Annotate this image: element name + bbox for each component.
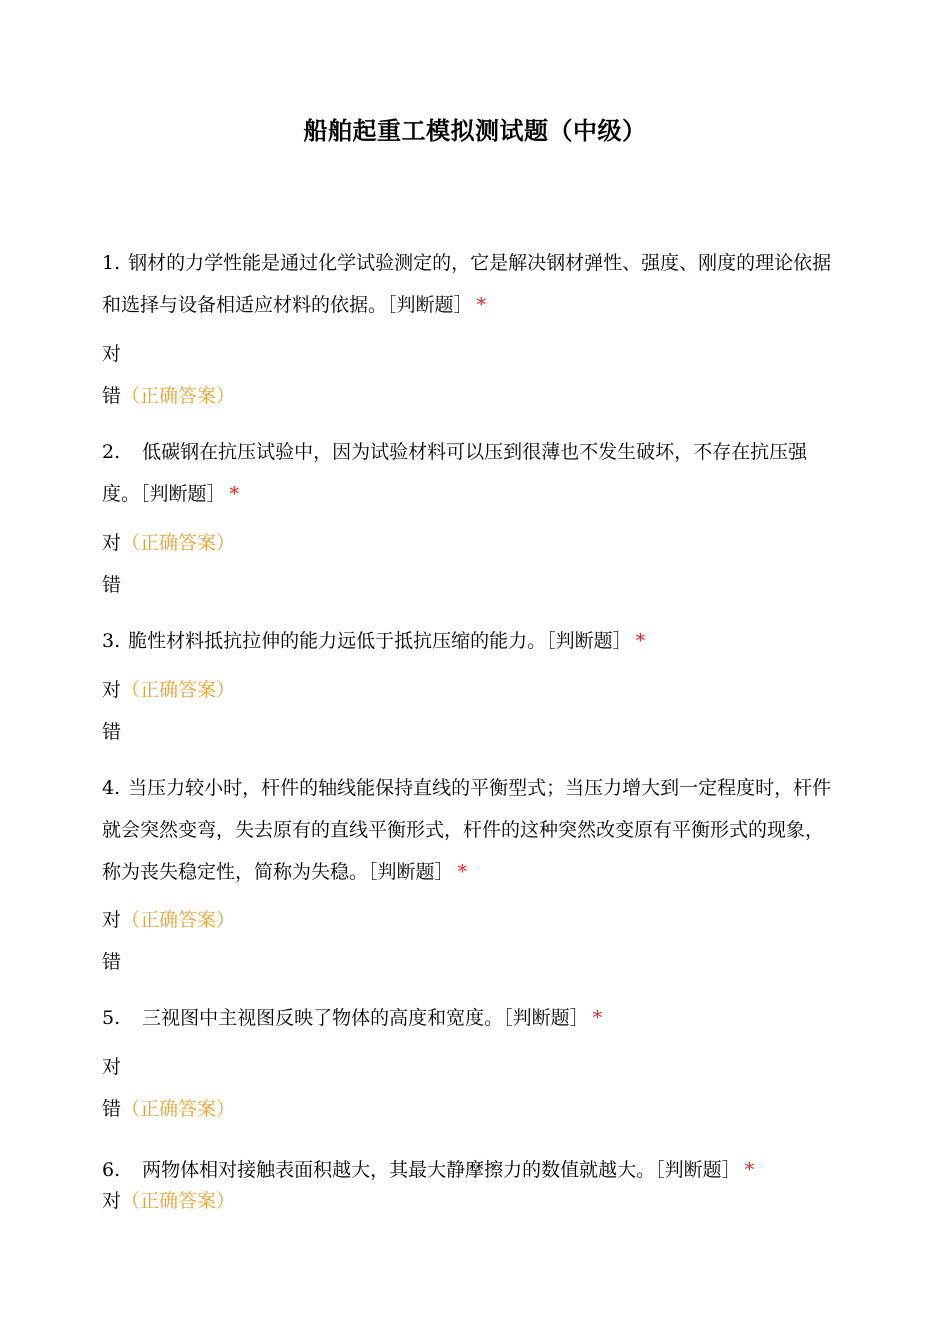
question-number: 6.: [102, 1159, 121, 1181]
option-false[interactable]: [102, 381, 235, 411]
question-text: 脆性材料抵抗拉伸的能力远低于抵抗压缩的能力。: [128, 630, 547, 652]
question-5: [102, 997, 842, 1039]
option-label: 错: [102, 385, 122, 407]
question-type-tag: ［判断题］: [655, 1159, 741, 1181]
question-text: 三视图中主视图反映了物体的高度和宽度。: [142, 1007, 504, 1029]
question-4: [102, 767, 842, 893]
required-mark: *: [744, 1159, 755, 1181]
correct-answer-note: （正确答案）: [121, 1098, 236, 1120]
document-title: 船舶起重工模拟测试题（中级）: [303, 117, 647, 145]
question-2: [102, 431, 842, 515]
option-label: 错: [102, 574, 122, 596]
question-number: 5.: [102, 1007, 121, 1029]
option-false[interactable]: [102, 570, 121, 600]
option-true[interactable]: [102, 528, 235, 558]
required-mark: *: [476, 294, 487, 316]
question-number: 4.: [102, 777, 121, 799]
option-label: 错: [102, 721, 122, 743]
question-type-tag: ［判断题］: [503, 1007, 589, 1029]
option-label: 对: [102, 1056, 122, 1078]
question-1: [102, 242, 842, 326]
question-text: 当压力较小时，杆件的轴线能保持直线的平衡型式；当压力增大到一定程度时，杆件就会突然变弯，失去原有的直线平衡形式，杆件的这种突然改变原有平衡形式的现象，称为丧失稳定性，简称为失稳。: [102, 777, 832, 883]
question-type-tag: ［判断题］: [140, 483, 226, 505]
option-label: 对: [102, 909, 122, 931]
question-text: 低碳钢在抗压试验中，因为试验材料可以压到很薄也不发生破坏，不存在抗压强度。: [102, 441, 808, 505]
question-number: 2.: [102, 441, 121, 463]
required-mark: *: [635, 630, 646, 652]
question-number: 3.: [102, 630, 121, 652]
option-true[interactable]: [102, 675, 235, 705]
question-number: 1.: [102, 252, 121, 274]
option-label: 对: [102, 532, 122, 554]
option-false[interactable]: [102, 1094, 235, 1124]
question-text: 两物体相对接触表面积越大，其最大静摩擦力的数值就越大。: [142, 1159, 656, 1181]
question-type-tag: ［判断题］: [546, 630, 632, 652]
option-true[interactable]: [102, 1052, 121, 1082]
option-label: 对: [102, 679, 122, 701]
option-label: 对: [102, 343, 122, 365]
option-label: 错: [102, 1098, 122, 1120]
option-true[interactable]: [102, 339, 121, 369]
correct-answer-note: （正确答案）: [121, 1190, 236, 1212]
required-mark: *: [592, 1007, 603, 1029]
option-label: 错: [102, 951, 122, 973]
question-type-tag: ［判断题］: [387, 294, 473, 316]
correct-answer-note: （正确答案）: [121, 909, 236, 931]
option-true[interactable]: [102, 1186, 235, 1216]
option-false[interactable]: [102, 717, 121, 747]
option-label: 对: [102, 1190, 122, 1212]
required-mark: *: [457, 861, 468, 883]
question-6: [102, 1149, 842, 1191]
correct-answer-note: （正确答案）: [121, 679, 236, 701]
question-type-tag: ［判断题］: [368, 861, 454, 883]
required-mark: *: [229, 483, 240, 505]
correct-answer-note: （正确答案）: [121, 532, 236, 554]
option-true[interactable]: [102, 905, 235, 935]
correct-answer-note: （正确答案）: [121, 385, 236, 407]
question-3: [102, 620, 842, 662]
option-false[interactable]: [102, 947, 121, 977]
question-text: 钢材的力学性能是通过化学试验测定的，它是解决钢材弹性、强度、刚度的理论依据和选择与设备相适应材料的依据。: [102, 252, 832, 316]
